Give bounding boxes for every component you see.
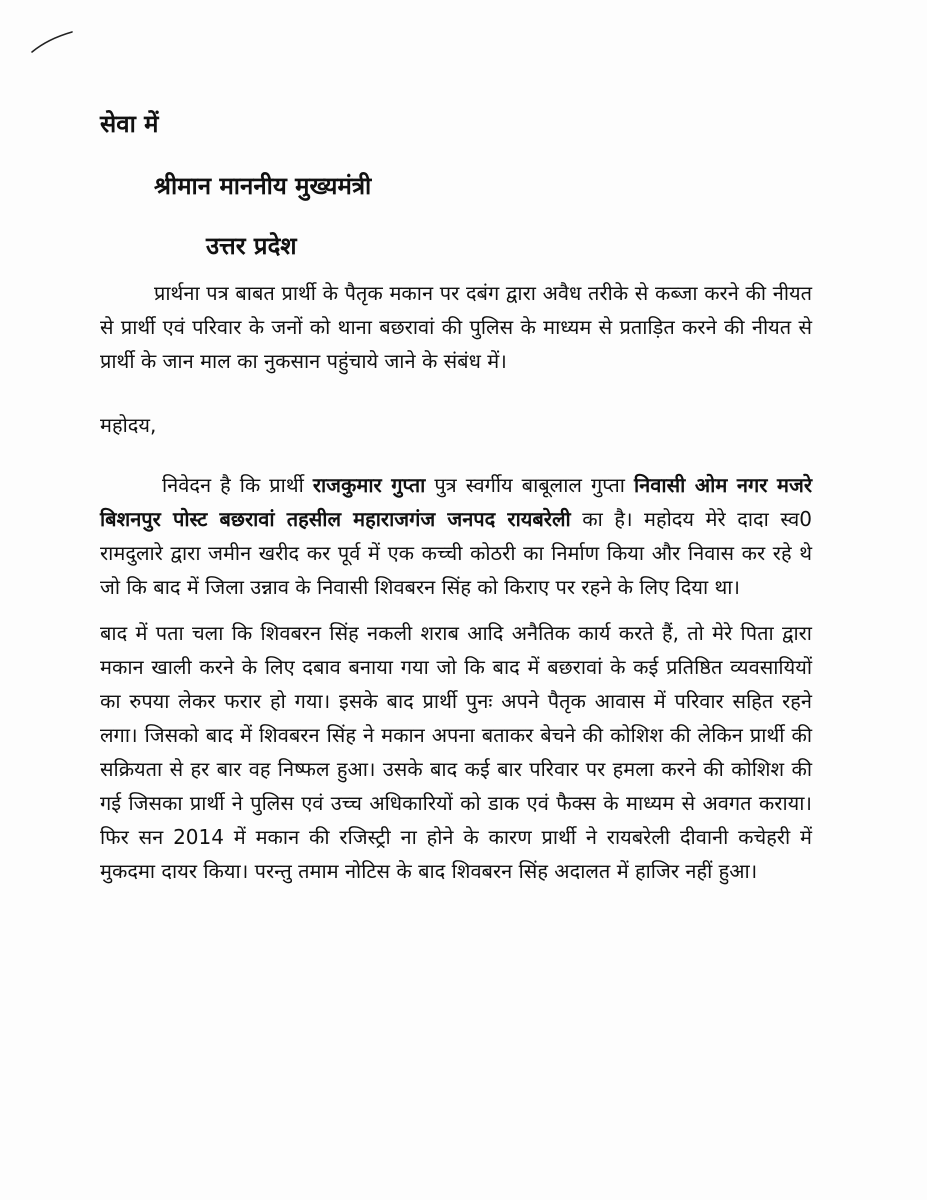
- paragraph-1: [100, 468, 812, 604]
- applicant-name: राजकुमार गुप्ता: [312, 473, 426, 497]
- applicant-address: निवासी ओम नगर मजरे बिशनपुर पोस्ट बछरावां तहसील महाराजगंज जनपद रायबरेली: [100, 473, 813, 531]
- paragraph-1-text-b: पुत्र स्वर्गीय बाबूलाल गुप्ता: [425, 473, 634, 497]
- paragraph-2: बाद में पता चला कि शिवबरन सिंह नकली शराब आदि अनैतिक कार्य करते हैं, तो मेरे पिता द्वारा मकान खाली करने के लिए दबाव बनाया गया जो कि बाद में बछरावां के कई प्रतिष्ठित व्यवसायियों का रुपया लेकर फरार हो गया। इसके बाद प्रार्थी पुनः अपने पैतृक आवास में परिवार सहित रहने लगा। जिसको बाद में शिवबरन सिंह ने मकान अपना बताकर बेचने की कोशिश की लेकिन प्रार्थी की सक्रियता से हर बार वह निष्फल हुआ। उसके बाद कई बार परिवार पर हमला करने की कोशिश की गई जिसका प्रार्थी ने पुलिस एवं उच्च अधिकारियों को डाक एवं फैक्स के माध्यम से अवगत कराया। फिर सन 2014 में मकान की रजिस्ट्री ना होने के कारण प्रार्थी ने रायबरेली दीवानी कचेहरी में मुकदमा दायर किया। परन्तु तमाम नोटिस के बाद शिवबरन सिंह अदालत में हाजिर नहीं हुआ।: [100, 621, 812, 883]
- addressee-state: उत्तर प्रदेश: [206, 232, 297, 260]
- greeting: महोदय,: [100, 413, 157, 437]
- salutation-heading: सेवा में: [100, 110, 159, 138]
- paragraph-1-text-a: निवेदन है कि प्रार्थी: [162, 473, 313, 497]
- subject-paragraph: प्रार्थना पत्र बाबत प्रार्थी के पैतृक मकान पर दबंग द्वारा अवैध तरीके से कब्जा करने की नीयत से प्रार्थी एवं परिवार के जनों को थाना बछरावां की पुलिस के माध्यम से प्रताड़ित करने की नीयत से प्रार्थी के जान माल का नुकसान पहुंचाये जाने के संबंध में।: [100, 281, 812, 373]
- pen-stroke-mark: [28, 28, 76, 56]
- letter-body: [100, 108, 812, 888]
- addressee-title: श्रीमान माननीय मुख्यमंत्री: [154, 172, 372, 200]
- paragraph-1-text-c: का है। महोदय मेरे दादा स्व0 रामदुलारे द्वारा जमीन खरीद कर पूर्व में एक कच्ची कोठरी का निर्माण किया और निवास कर रहे थे जो कि बाद में जिला उन्नाव के निवासी शिवबरन सिंह को किराए पर रहने के लिए दिया था।: [100, 507, 812, 599]
